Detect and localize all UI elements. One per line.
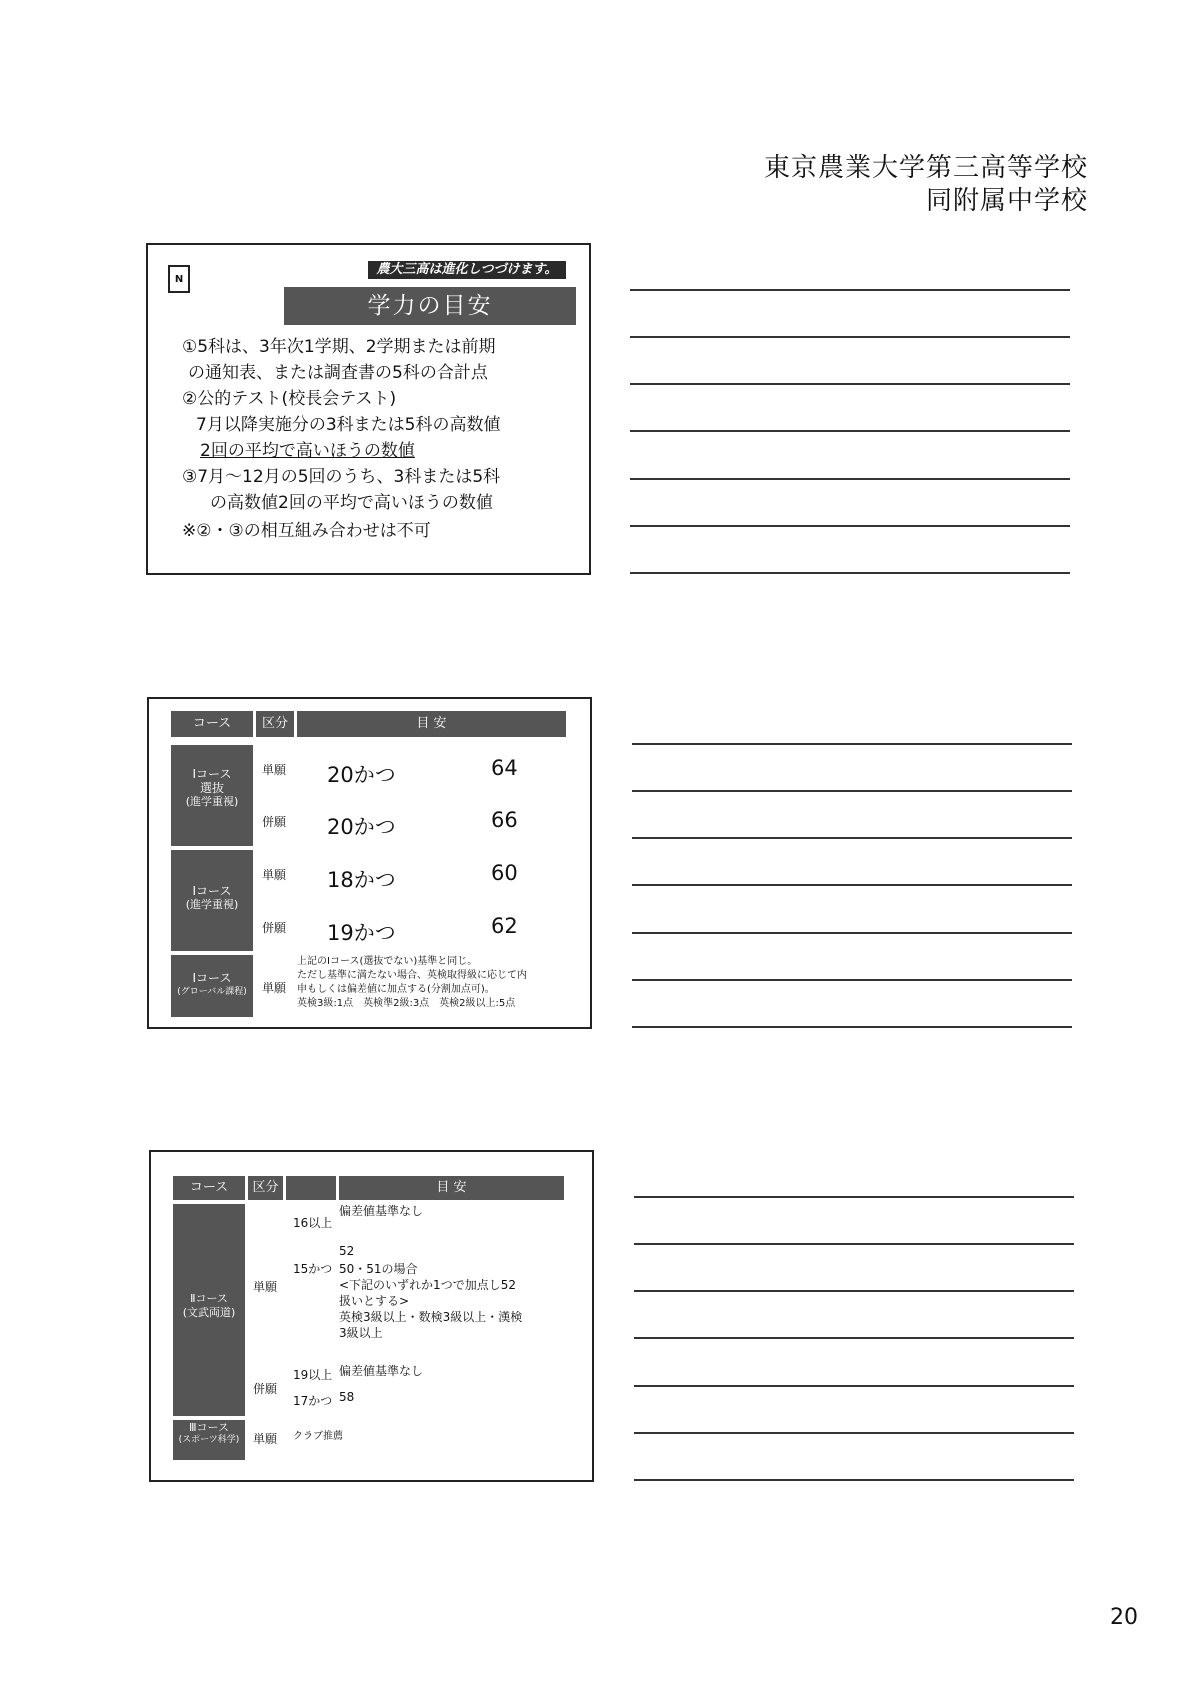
school-header — [764, 152, 1088, 218]
score-label: 17かつ — [293, 1394, 333, 1408]
deviation-value: 60 — [491, 861, 518, 885]
note-line — [630, 336, 1070, 338]
criteria-line: の高数値2回の平均で高いほうの数値 — [210, 493, 493, 513]
criteria-text: 偏差値基準なし — [339, 1364, 424, 1378]
criteria-line: 7月以降実施分の3科または5科の高数値 — [196, 415, 501, 435]
note-line — [634, 1290, 1074, 1292]
course-name: Ⅰコース — [192, 971, 232, 985]
school-logo: N — [168, 265, 190, 293]
score-value: 19かつ — [327, 921, 396, 945]
criteria-line: ①5科は、3年次1学期、2学期または前期 — [182, 337, 496, 357]
slide-academic-criteria — [146, 243, 591, 575]
course-note: (進学重視) — [185, 898, 239, 911]
course-note: (文武両道) — [182, 1306, 236, 1319]
note-line — [630, 289, 1070, 291]
course-sub: 選抜 — [199, 781, 224, 795]
header-course: コース — [173, 1176, 245, 1200]
club-text: クラブ推薦 — [293, 1431, 343, 1442]
deviation-value: 66 — [491, 808, 518, 832]
note-line — [632, 1026, 1072, 1028]
criteria-text: 3級以上 — [339, 1326, 383, 1340]
global-text: 英検3級:1点 英検準2級:3点 英検2級以上:5点 — [297, 998, 516, 1009]
criteria-line: ③7月～12月の5回のうち、3科または5科 — [182, 467, 501, 487]
criteria-text: 58 — [339, 1390, 355, 1404]
criteria-text: 扱いとする> — [339, 1294, 410, 1308]
note-line — [630, 383, 1070, 385]
score-label: 15かつ — [293, 1262, 333, 1276]
header-kubun: 区分 — [248, 1176, 283, 1200]
deviation-value: 64 — [491, 756, 518, 780]
slide-tagline: 農大三高は進化しつづけます。 — [368, 261, 566, 279]
score-label: 16以上 — [293, 1216, 333, 1230]
course-cell — [171, 745, 253, 846]
course-name: Ⅰコース — [192, 767, 232, 781]
header-meyasu: 目 安 — [297, 711, 566, 737]
score-value: 20かつ — [327, 763, 396, 787]
deviation-value: 62 — [491, 914, 518, 938]
criteria-line: 2回の平均で高いほうの数値 — [200, 441, 415, 461]
note-line — [630, 478, 1070, 480]
slide-title: 学力の目安 — [284, 287, 576, 325]
note-line — [634, 1243, 1074, 1245]
school-name: 東京農業大学第三高等学校 — [763, 153, 1088, 183]
note-line — [632, 837, 1072, 839]
global-text: 上記のⅠコース(選抜でない)基準と同じ。 — [297, 956, 478, 967]
note-line — [632, 979, 1072, 981]
note-line — [630, 572, 1070, 574]
header-kubun: 区分 — [256, 711, 294, 737]
criteria-line: ※②・③の相互組み合わせは不可 — [182, 521, 431, 541]
course-name: Ⅰコース — [192, 884, 232, 898]
criteria-text: 英検3級以上・数検3級以上・漢検 — [339, 1310, 523, 1324]
course-note: (グローバル課程) — [177, 987, 247, 997]
kubun-label: 併願 — [262, 815, 287, 829]
criteria-text: 50・51の場合 — [339, 1262, 418, 1276]
slide-course1-table — [147, 697, 592, 1029]
criteria-text: 52 — [339, 1244, 355, 1258]
note-line — [634, 1432, 1074, 1434]
score-value: 18かつ — [327, 868, 396, 892]
note-line — [632, 790, 1072, 792]
page-number: 20 — [1110, 1605, 1138, 1630]
course-note: (スポーツ科学) — [178, 1435, 240, 1445]
course-cell — [173, 1204, 245, 1416]
note-line — [634, 1337, 1074, 1339]
criteria-line: の通知表、または調査書の5科の合計点 — [188, 363, 488, 383]
note-line — [634, 1385, 1074, 1387]
course-cell — [171, 955, 253, 1017]
note-line — [632, 743, 1072, 745]
note-line — [634, 1479, 1074, 1481]
kubun-label: 単願 — [253, 1280, 278, 1294]
kubun-label: 併願 — [262, 921, 287, 935]
kubun-label: 単願 — [262, 868, 287, 882]
score-value: 20かつ — [327, 815, 396, 839]
header-meyasu: 目 安 — [339, 1176, 564, 1200]
score-label: 19以上 — [293, 1368, 333, 1382]
course-cell — [171, 850, 253, 951]
course-name: Ⅲコース — [188, 1421, 230, 1434]
course-cell — [173, 1420, 245, 1460]
slide-course2-3-table — [149, 1150, 594, 1482]
header-course: コース — [171, 711, 253, 737]
note-line — [632, 884, 1072, 886]
course-note: (進学重視) — [185, 795, 239, 808]
criteria-text: <下記のいずれか1つで加点し52 — [339, 1278, 516, 1292]
note-line — [630, 430, 1070, 432]
kubun-label: 併願 — [253, 1382, 278, 1396]
kubun-label: 単願 — [262, 981, 287, 995]
note-line — [630, 525, 1070, 527]
criteria-line: ②公的テスト(校長会テスト) — [182, 389, 397, 409]
global-text: 申もしくは偏差値に加点する(分割加点可)。 — [297, 984, 495, 995]
header-blank — [286, 1176, 336, 1200]
kubun-label: 単願 — [262, 763, 287, 777]
note-line — [634, 1196, 1074, 1198]
global-text: ただし基準に満たない場合、英検取得級に応じて内 — [297, 970, 527, 981]
note-line — [632, 932, 1072, 934]
course-name: Ⅱコース — [190, 1292, 228, 1305]
kubun-label: 単願 — [253, 1432, 278, 1446]
school-subname: 同附属中学校 — [925, 186, 1088, 216]
criteria-text: 偏差値基準なし — [339, 1204, 424, 1218]
